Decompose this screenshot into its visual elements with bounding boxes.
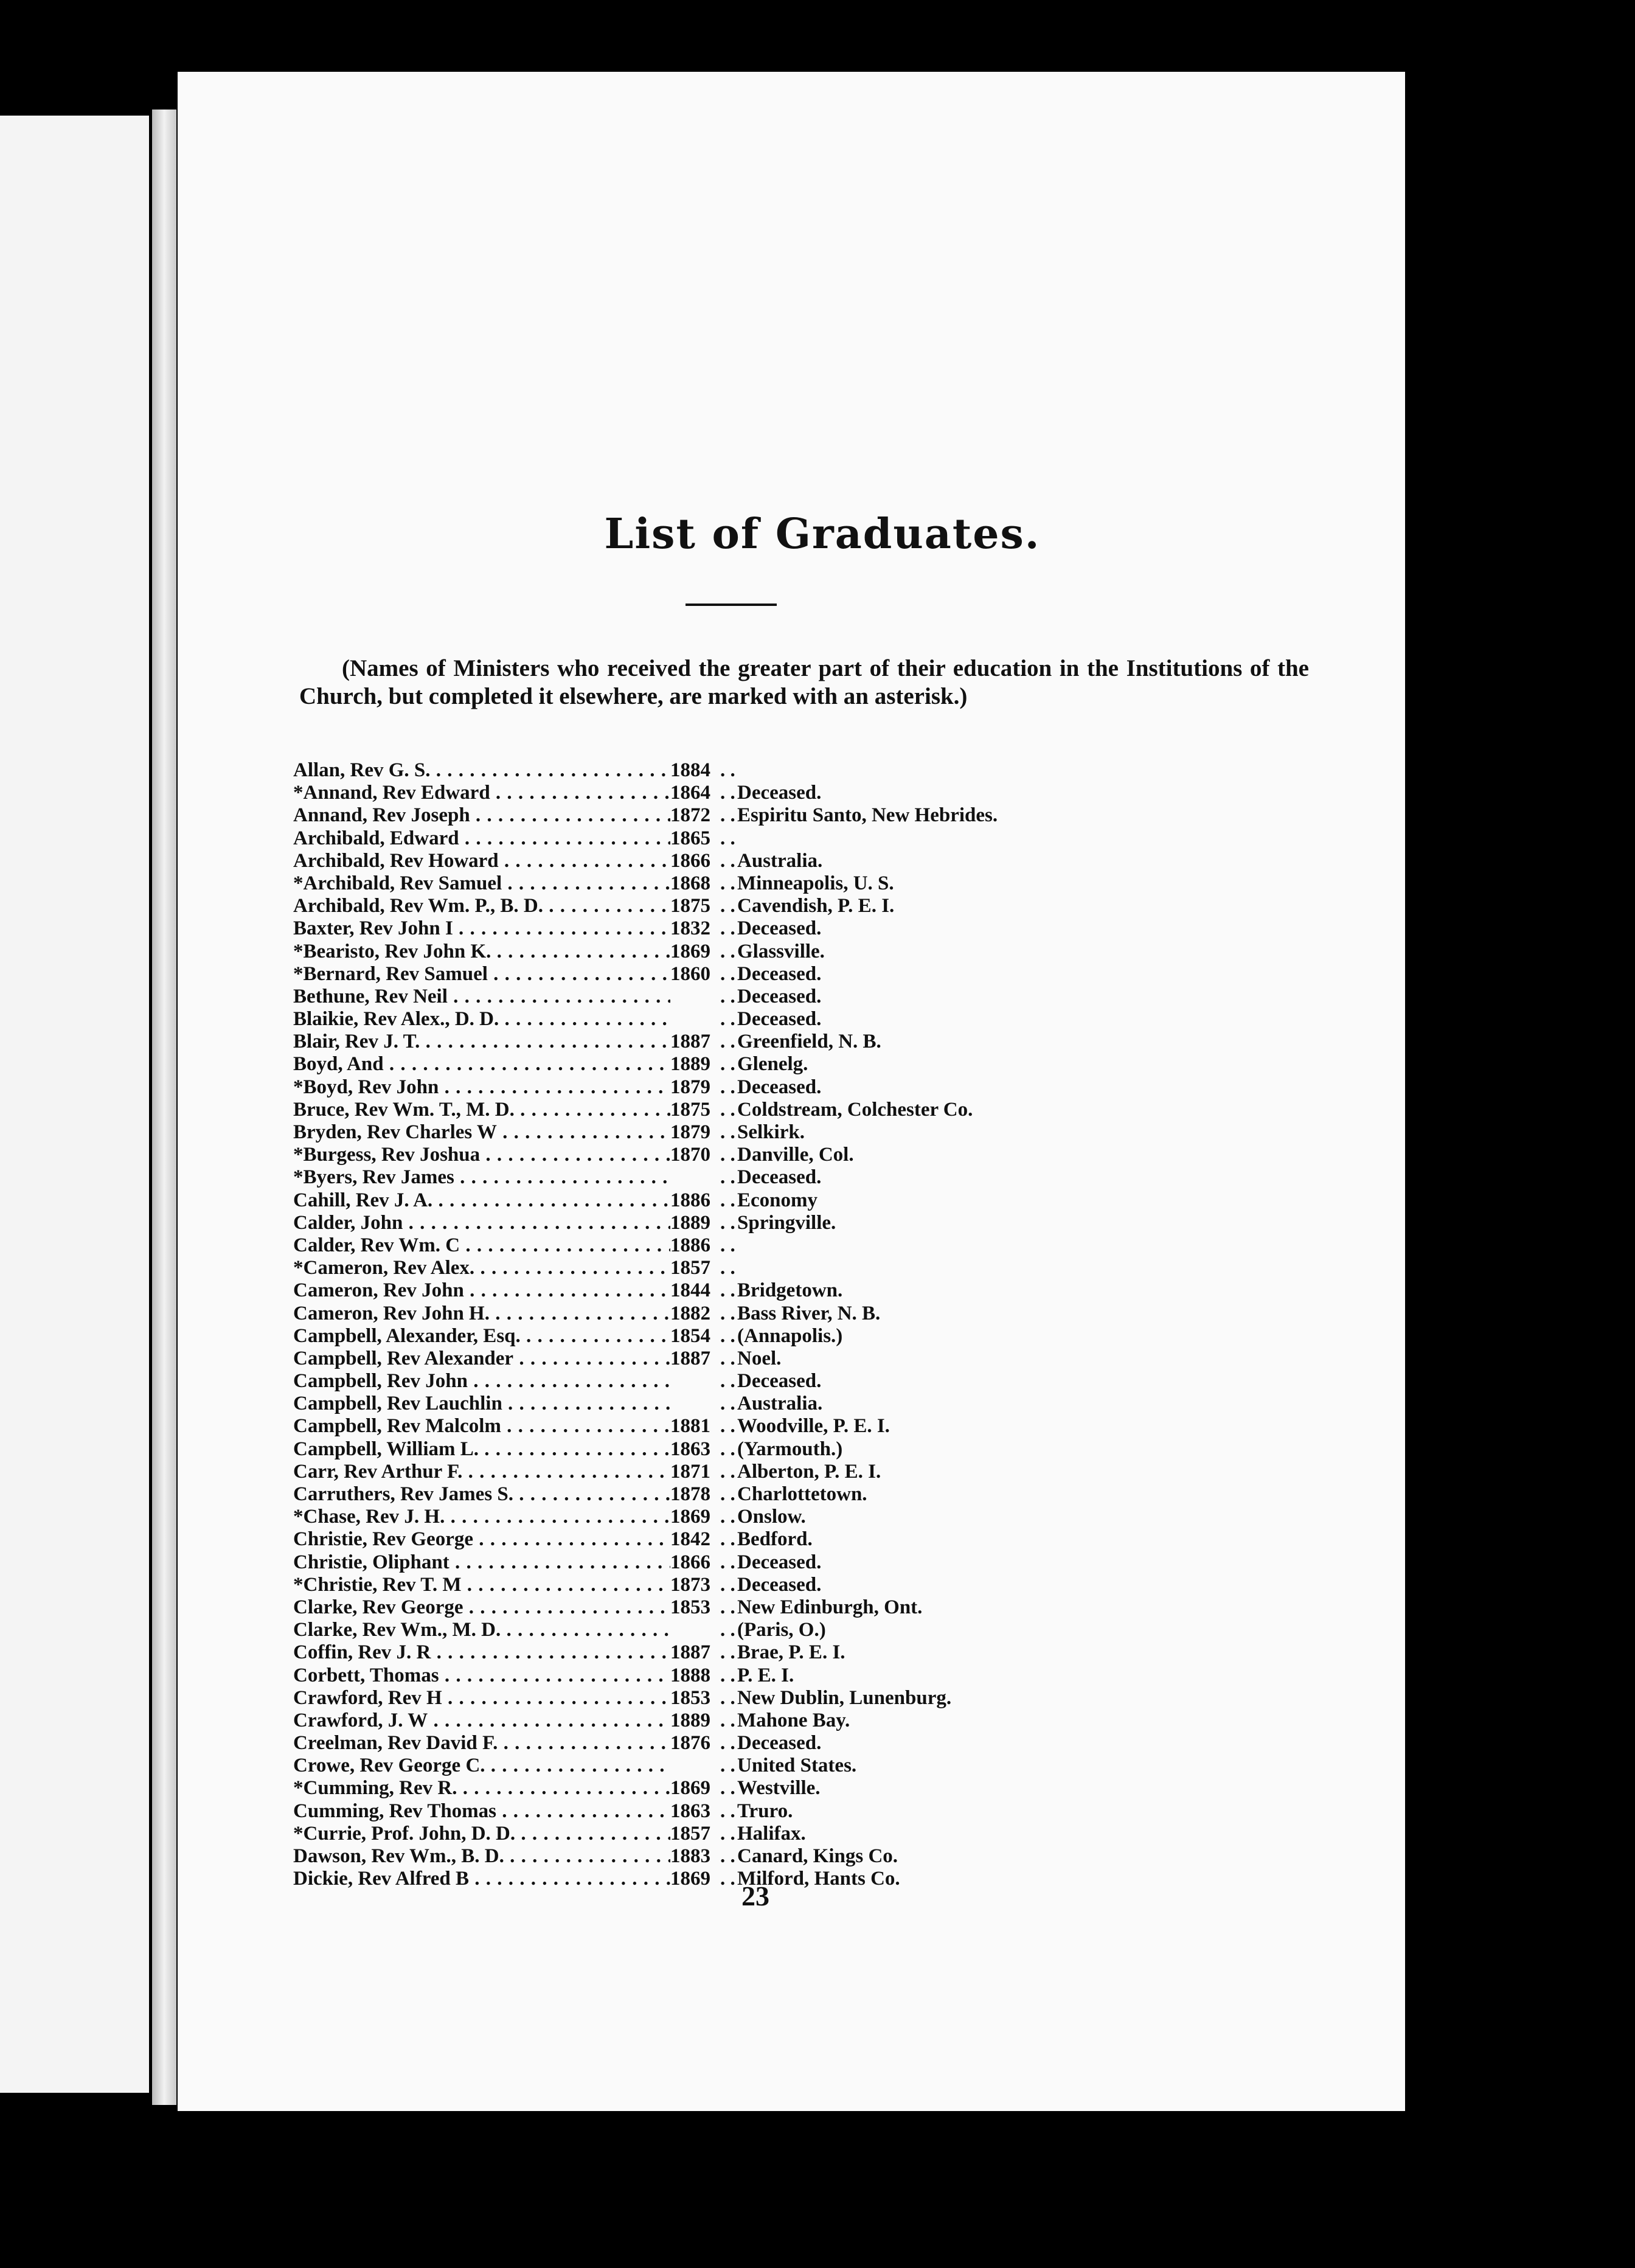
graduate-entry — [293, 963, 1279, 986]
graduate-name: Creelman, Rev David F. . . . — [293, 1732, 670, 1755]
graduation-year: 1863 — [670, 1800, 710, 1822]
graduation-year: 1887 — [670, 1641, 710, 1664]
graduation-year: 1887 — [670, 1347, 710, 1369]
graduation-year: 1889 — [670, 1211, 710, 1234]
graduate-entry — [293, 1461, 1279, 1483]
graduation-year: 1873 — [670, 1573, 710, 1596]
graduate-location: Economy — [737, 1189, 818, 1211]
graduate-entry — [293, 1800, 1279, 1823]
graduation-year: 1875 — [670, 895, 710, 917]
leader-dots — [720, 963, 737, 986]
graduation-year: 1879 — [670, 1076, 710, 1098]
leader-dots — [720, 1845, 737, 1868]
leader-dots — [720, 759, 737, 782]
leader-dots — [720, 1370, 737, 1393]
graduate-name: Carruthers, Rev James S. . . . — [293, 1483, 670, 1506]
graduate-entry — [293, 1303, 1279, 1325]
graduate-name: Archibald, Rev Howard . . . — [293, 850, 670, 872]
graduation-year: 1883 — [670, 1845, 710, 1867]
leader-dots — [720, 1619, 737, 1641]
graduation-year: 1887 — [670, 1031, 710, 1053]
graduate-entry — [293, 986, 1279, 1008]
leader-dots — [720, 1325, 737, 1348]
graduate-location: Deceased. — [737, 782, 822, 804]
graduate-location: (Annapolis.) — [737, 1324, 843, 1347]
graduate-location: Woodville, P. E. I. — [737, 1415, 890, 1438]
graduate-location: Selkirk. — [737, 1121, 805, 1143]
leader-dots — [720, 1461, 737, 1483]
graduate-entry — [293, 1166, 1279, 1189]
leader-dots — [720, 917, 737, 940]
graduate-location: Deceased. — [737, 985, 822, 1007]
leader-dots — [720, 1303, 737, 1325]
graduate-name: Campbell, Rev John . . . — [293, 1370, 670, 1393]
graduate-entry — [293, 1279, 1279, 1302]
graduate-entry — [293, 782, 1279, 804]
graduate-location: Minneapolis, U. S. — [737, 872, 894, 894]
graduate-entry — [293, 1415, 1279, 1438]
graduation-year: 1889 — [670, 1053, 710, 1076]
graduation-year: 1872 — [670, 804, 710, 827]
graduation-year: 1866 — [670, 849, 710, 872]
graduation-year: 1876 — [670, 1732, 710, 1755]
graduate-entry — [293, 1823, 1279, 1845]
graduate-name: Blair, Rev J. T. . . . — [293, 1031, 670, 1053]
graduate-name: Campbell, Rev Malcolm . . . — [293, 1415, 670, 1438]
graduate-name: *Bearisto, Rev John K. . . . — [293, 941, 670, 963]
graduate-name: *Christie, Rev T. M . . . — [293, 1574, 670, 1596]
book-gutter — [152, 110, 176, 2105]
graduate-entry — [293, 872, 1279, 895]
graduate-list — [293, 759, 1279, 1890]
leader-dots — [720, 1144, 737, 1166]
graduation-year: 1886 — [670, 1189, 710, 1211]
graduate-location: Bedford. — [737, 1528, 813, 1551]
graduate-location: Glenelg. — [737, 1053, 808, 1076]
leader-dots — [720, 1732, 737, 1755]
graduation-year: 1857 — [670, 1257, 710, 1279]
graduation-year: 1844 — [670, 1279, 710, 1302]
leader-dots — [720, 827, 737, 850]
graduate-location: Greenfield, N. B. — [737, 1031, 881, 1053]
graduate-location: Espiritu Santo, New Hebrides. — [737, 804, 998, 827]
graduation-year: 1882 — [670, 1302, 710, 1324]
title-divider — [686, 604, 777, 606]
graduation-year: 1870 — [670, 1144, 710, 1166]
graduate-name: Crawford, Rev H . . . — [293, 1687, 670, 1710]
graduate-location: Cavendish, P. E. I. — [737, 895, 895, 917]
graduation-year: 1878 — [670, 1483, 710, 1505]
graduate-entry — [293, 1755, 1279, 1777]
graduation-year: 1869 — [670, 1506, 710, 1528]
graduate-entry — [293, 1506, 1279, 1528]
graduate-entry — [293, 1596, 1279, 1619]
graduate-name: Annand, Rev Joseph . . . — [293, 804, 670, 827]
leader-dots — [720, 941, 737, 963]
graduate-name: *Bernard, Rev Samuel . . . — [293, 963, 670, 986]
graduate-name: Crawford, J. W . . . — [293, 1710, 670, 1732]
graduate-entry — [293, 1687, 1279, 1710]
graduate-location: P. E. I. — [737, 1664, 794, 1686]
graduate-entry — [293, 1234, 1279, 1257]
graduate-location: Australia. — [737, 1393, 823, 1415]
graduate-name: Corbett, Thomas . . . — [293, 1664, 670, 1687]
leader-dots — [720, 1121, 737, 1144]
graduate-name: Baxter, Rev John I . . . — [293, 917, 670, 940]
graduation-year: 1854 — [670, 1324, 710, 1347]
graduate-name: Cumming, Rev Thomas . . . — [293, 1800, 670, 1823]
graduate-entry — [293, 1121, 1279, 1144]
leader-dots — [720, 1076, 737, 1099]
graduate-location: Deceased. — [737, 1166, 822, 1189]
leader-dots — [720, 782, 737, 804]
graduate-name: Carr, Rev Arthur F. . . . — [293, 1461, 670, 1483]
leader-dots — [720, 1008, 737, 1031]
graduate-entry — [293, 1257, 1279, 1279]
graduate-name: *Byers, Rev James . . . — [293, 1166, 670, 1189]
leader-dots — [720, 1031, 737, 1053]
graduate-name: Archibald, Edward . . . — [293, 827, 670, 850]
leader-dots — [720, 1483, 737, 1506]
graduate-location: Glassville. — [737, 940, 825, 962]
graduate-name: Dickie, Rev Alfred B . . . — [293, 1868, 670, 1890]
graduate-entry — [293, 1732, 1279, 1755]
graduate-location: New Edinburgh, Ont. — [737, 1596, 923, 1618]
graduate-name: *Currie, Prof. John, D. D. . . . — [293, 1823, 670, 1845]
leader-dots — [720, 1528, 737, 1551]
graduate-name: Clarke, Rev Wm., M. D. . . . — [293, 1619, 670, 1641]
document-page — [178, 72, 1405, 2111]
graduate-location: New Dublin, Lunenburg. — [737, 1686, 952, 1709]
graduate-location: Bass River, N. B. — [737, 1302, 881, 1324]
graduate-name: Allan, Rev G. S. . . . — [293, 759, 670, 782]
page-number: 23 — [741, 1880, 769, 1911]
graduate-location: Deceased. — [737, 1573, 822, 1596]
graduate-location: Alberton, P. E. I. — [737, 1460, 881, 1483]
graduation-year: 1881 — [670, 1415, 710, 1438]
graduation-year: 1889 — [670, 1709, 710, 1731]
graduate-name: *Burgess, Rev Joshua . . . — [293, 1144, 670, 1166]
graduate-name: Cameron, Rev John . . . — [293, 1279, 670, 1302]
graduate-location: Halifax. — [737, 1822, 806, 1845]
graduate-name: *Cumming, Rev R. . . . — [293, 1777, 670, 1800]
graduate-location: United States. — [737, 1755, 857, 1777]
facing-page-edge — [0, 116, 149, 2093]
graduation-year: 1865 — [670, 827, 710, 849]
graduate-location: Bridgetown. — [737, 1279, 843, 1302]
graduate-location: Australia. — [737, 849, 823, 872]
graduate-location: Springville. — [737, 1211, 836, 1234]
graduation-year: 1864 — [670, 782, 710, 804]
graduate-entry — [293, 1393, 1279, 1415]
graduate-location: Milford, Hants Co. — [737, 1868, 900, 1890]
graduate-name: Bryden, Rev Charles W . . . — [293, 1121, 670, 1144]
graduate-name: Campbell, Rev Lauchlin . . . — [293, 1393, 670, 1415]
graduate-entry — [293, 1325, 1279, 1348]
graduate-name: Dawson, Rev Wm., B. D. . . . — [293, 1845, 670, 1868]
leader-dots — [720, 1393, 737, 1415]
graduate-name: Blaikie, Rev Alex., D. D. . . . — [293, 1008, 670, 1031]
graduate-location: Deceased. — [737, 1370, 822, 1393]
graduate-entry — [293, 895, 1279, 917]
graduation-year: 1888 — [670, 1664, 710, 1686]
graduate-entry — [293, 827, 1279, 850]
graduate-location: Charlottetown. — [737, 1483, 867, 1505]
leader-dots — [720, 1166, 737, 1189]
graduate-name: Campbell, Rev Alexander . . . — [293, 1348, 670, 1370]
graduation-year: 1857 — [670, 1822, 710, 1845]
graduate-location: Westville. — [737, 1777, 821, 1800]
graduate-entry — [293, 1031, 1279, 1053]
graduate-location: Deceased. — [737, 962, 822, 985]
leader-dots — [720, 1641, 737, 1664]
graduate-name: Cameron, Rev John H. . . . — [293, 1303, 670, 1325]
graduate-entry — [293, 1212, 1279, 1234]
graduate-name: *Chase, Rev J. H. . . . — [293, 1506, 670, 1528]
graduate-location: Deceased. — [737, 1008, 822, 1031]
graduate-entry — [293, 941, 1279, 963]
leader-dots — [720, 986, 737, 1008]
graduation-year: 1869 — [670, 1868, 710, 1890]
graduate-location: Deceased. — [737, 917, 822, 940]
graduate-location: Deceased. — [737, 1732, 822, 1755]
graduate-entry — [293, 1574, 1279, 1596]
graduate-name: *Cameron, Rev Alex. . . . — [293, 1257, 670, 1279]
graduation-year: 1869 — [670, 940, 710, 962]
graduate-name: *Annand, Rev Edward . . . — [293, 782, 670, 804]
graduate-entry — [293, 1619, 1279, 1641]
graduate-name: Boyd, And . . . — [293, 1053, 670, 1076]
graduation-year: 1860 — [670, 962, 710, 985]
graduation-year: 1875 — [670, 1098, 710, 1121]
graduation-year: 1871 — [670, 1460, 710, 1483]
leader-dots — [720, 1596, 737, 1619]
graduate-location: Canard, Kings Co. — [737, 1845, 898, 1867]
leader-dots — [720, 1053, 737, 1076]
graduate-location: Onslow. — [737, 1506, 806, 1528]
leader-dots — [720, 1257, 737, 1279]
leader-dots — [720, 1551, 737, 1574]
graduate-location: Deceased. — [737, 1076, 822, 1098]
graduate-entry — [293, 1189, 1279, 1212]
graduate-entry — [293, 1710, 1279, 1732]
graduate-entry — [293, 850, 1279, 872]
leader-dots — [720, 1415, 737, 1438]
graduate-entry — [293, 1777, 1279, 1800]
graduation-year: 1869 — [670, 1777, 710, 1800]
graduation-year: 1886 — [670, 1234, 710, 1256]
graduate-entry — [293, 759, 1279, 782]
graduate-location: (Paris, O.) — [737, 1619, 826, 1641]
graduate-entry — [293, 804, 1279, 827]
graduate-name: Campbell, Alexander, Esq. . . . — [293, 1325, 670, 1348]
graduate-name: Bruce, Rev Wm. T., M. D. . . . — [293, 1099, 670, 1121]
leader-dots — [720, 1755, 737, 1777]
graduate-location: Danville, Col. — [737, 1144, 854, 1166]
graduation-year: 1842 — [670, 1528, 710, 1551]
leader-dots — [720, 1664, 737, 1687]
graduate-location: Coldstream, Colchester Co. — [737, 1098, 973, 1121]
graduation-year: 1853 — [670, 1596, 710, 1618]
graduation-year: 1853 — [670, 1686, 710, 1709]
leader-dots — [720, 850, 737, 872]
graduate-location: Mahone Bay. — [737, 1709, 850, 1731]
graduate-entry — [293, 1845, 1279, 1868]
leader-dots — [720, 1189, 737, 1212]
leader-dots — [720, 1800, 737, 1823]
leader-dots — [720, 1574, 737, 1596]
graduate-name: Campbell, William L. . . . — [293, 1438, 670, 1461]
graduate-name: Clarke, Rev George . . . — [293, 1596, 670, 1619]
graduation-year: 1868 — [670, 872, 710, 894]
graduate-entry — [293, 1008, 1279, 1031]
leader-dots — [720, 1823, 737, 1845]
graduate-name: *Archibald, Rev Samuel . . . — [293, 872, 670, 895]
graduate-name: Christie, Oliphant . . . — [293, 1551, 670, 1574]
graduate-name: Cahill, Rev J. A. . . . — [293, 1189, 670, 1212]
leader-dots — [720, 1438, 737, 1461]
page-title: List of Graduates. — [604, 510, 1041, 558]
graduate-name: Crowe, Rev George C. . . . — [293, 1755, 670, 1777]
leader-dots — [720, 1777, 737, 1800]
leader-dots — [720, 1099, 737, 1121]
graduate-name: Calder, John . . . — [293, 1212, 670, 1234]
leader-dots — [720, 1279, 737, 1302]
graduate-name: Christie, Rev George . . . — [293, 1528, 670, 1551]
graduate-entry — [293, 1551, 1279, 1574]
graduate-entry — [293, 1144, 1279, 1166]
graduate-location: (Yarmouth.) — [737, 1438, 843, 1460]
graduate-name: Coffin, Rev J. R . . . — [293, 1641, 670, 1664]
leader-dots — [720, 1710, 737, 1732]
graduate-entry — [293, 1664, 1279, 1687]
graduate-location: Noel. — [737, 1347, 782, 1369]
leader-dots — [720, 1687, 737, 1710]
graduate-location: Truro. — [737, 1800, 793, 1822]
graduate-name: *Boyd, Rev John . . . — [293, 1076, 670, 1099]
graduate-entry — [293, 1348, 1279, 1370]
graduate-entry — [293, 1370, 1279, 1393]
leader-dots — [720, 1234, 737, 1257]
leader-dots — [720, 1348, 737, 1370]
graduate-name: Archibald, Rev Wm. P., B. D. . . . — [293, 895, 670, 917]
leader-dots — [720, 804, 737, 827]
graduate-entry — [293, 1528, 1279, 1551]
graduate-name: Calder, Rev Wm. C . . . — [293, 1234, 670, 1257]
graduation-year: 1884 — [670, 759, 710, 781]
leader-dots — [720, 1506, 737, 1528]
graduate-location: Brae, P. E. I. — [737, 1641, 845, 1664]
graduate-name: Bethune, Rev Neil . . . — [293, 986, 670, 1008]
graduation-year: 1879 — [670, 1121, 710, 1143]
graduation-year: 1863 — [670, 1438, 710, 1460]
graduate-entry — [293, 917, 1279, 940]
graduate-entry — [293, 1438, 1279, 1461]
leader-dots — [720, 872, 737, 895]
leader-dots — [720, 1212, 737, 1234]
asterisk-note: (Names of Ministers who received the greater part of their education in the Institutions of the Church, but completed it elsewhere, are marked with an asterisk.) — [299, 655, 1309, 709]
graduate-entry — [293, 1099, 1279, 1121]
graduate-entry — [293, 1076, 1279, 1099]
graduation-year: 1832 — [670, 917, 710, 940]
graduation-year: 1866 — [670, 1551, 710, 1573]
graduate-entry — [293, 1641, 1279, 1664]
graduate-entry — [293, 1053, 1279, 1076]
graduate-location: Deceased. — [737, 1551, 822, 1573]
leader-dots — [720, 895, 737, 917]
graduate-entry — [293, 1483, 1279, 1506]
